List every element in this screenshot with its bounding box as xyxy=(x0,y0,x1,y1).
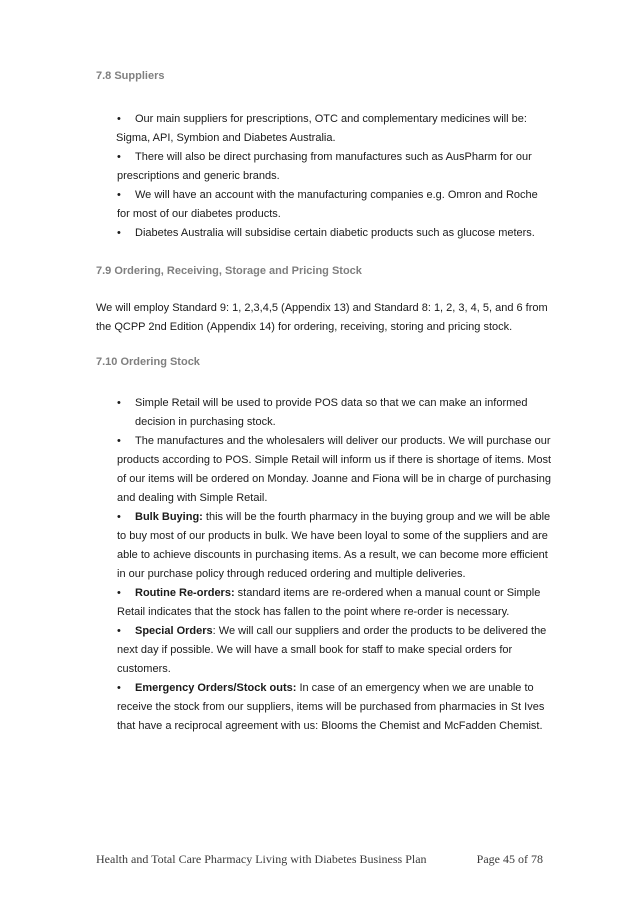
list-item: • There will also be direct purchasing from manufactures such as AusPharm for our prescriptions and generic brands. xyxy=(117,148,557,186)
bullet-icon: • xyxy=(117,625,121,637)
paragraph-standards: We will employ Standard 9: 1, 2,3,4,5 (Appendix 13) and Standard 8: 1, 2, 3, 4, 5, and 6 from the QCPP 2nd Edition (Appendix 14) for ordering, receiving, storing and pricing stock. xyxy=(96,302,548,333)
bullet-icon: • xyxy=(117,151,121,163)
list-item: • Bulk Buying: this will be the fourth pharmacy in the buying group and we will be able to buy most of our products in bulk. We have been loyal to some of the suppliers and are able to achieve discounts in purchasing items. As a result, we can become more efficient in our purchase policy through reduced ordering and multiple deliveries. xyxy=(117,508,557,584)
section-heading-ordering-receiving: 7.9 Ordering, Receiving, Storage and Pricing Stock xyxy=(96,265,362,277)
bullet-icon: • xyxy=(117,435,121,447)
page-number: Page 45 of 78 xyxy=(476,852,543,866)
list-item: • We will have an account with the manufacturing companies e.g. Omron and Roche for most of our diabetes products. xyxy=(117,186,557,224)
section-heading-suppliers: 7.8 Suppliers xyxy=(96,70,165,82)
bullet-icon: • xyxy=(117,682,121,694)
ordering-stock-list xyxy=(117,394,557,736)
list-item: • The manufactures and the wholesalers will deliver our products. We will purchase our products according to POS. Simple Retail will inform us if there is shortage of items. Most of our items will be ordered on Monday. Joanne and Fiona will be in charge of purchasing and dealing with Simple Retail. xyxy=(117,432,557,508)
page-footer xyxy=(96,852,543,867)
bullet-icon: • xyxy=(117,511,121,523)
footer-title: Health and Total Care Pharmacy Living with Diabetes Business Plan xyxy=(96,852,427,866)
bullet-icon: • xyxy=(117,397,121,409)
list-item: • Diabetes Australia will subsidise certain diabetic products such as glucose meters. xyxy=(117,224,557,243)
list-item: • Our main suppliers for prescriptions, OTC and complementary medicines will be: Sigma, API, Symbion and Diabetes Australia. xyxy=(117,110,557,148)
list-item: • Emergency Orders/Stock outs: In case of an emergency when we are unable to receive the stock from our suppliers, items will be purchased from pharmacies in St Ives that have a reciprocal agreement with us: Blooms the Chemist and McFadden Chemist. xyxy=(117,679,557,736)
bullet-icon: • xyxy=(117,227,121,239)
list-item: • Special Orders: We will call our suppliers and order the products to be delivered the next day if possible. We will have a small book for staff to make special orders for customers. xyxy=(117,622,557,679)
bullet-icon: • xyxy=(117,587,121,599)
bullet-icon: • xyxy=(117,113,121,125)
list-item: • Routine Re-orders: standard items are re-ordered when a manual count or Simple Retail indicates that the stock has fallen to the point where re-order is necessary. xyxy=(117,584,557,622)
section-heading-ordering-stock: 7.10 Ordering Stock xyxy=(96,356,200,368)
suppliers-list xyxy=(117,110,557,243)
list-item: • Simple Retail will be used to provide POS data so that we can make an informed decision in purchasing stock. xyxy=(117,394,557,432)
bullet-icon: • xyxy=(117,189,121,201)
